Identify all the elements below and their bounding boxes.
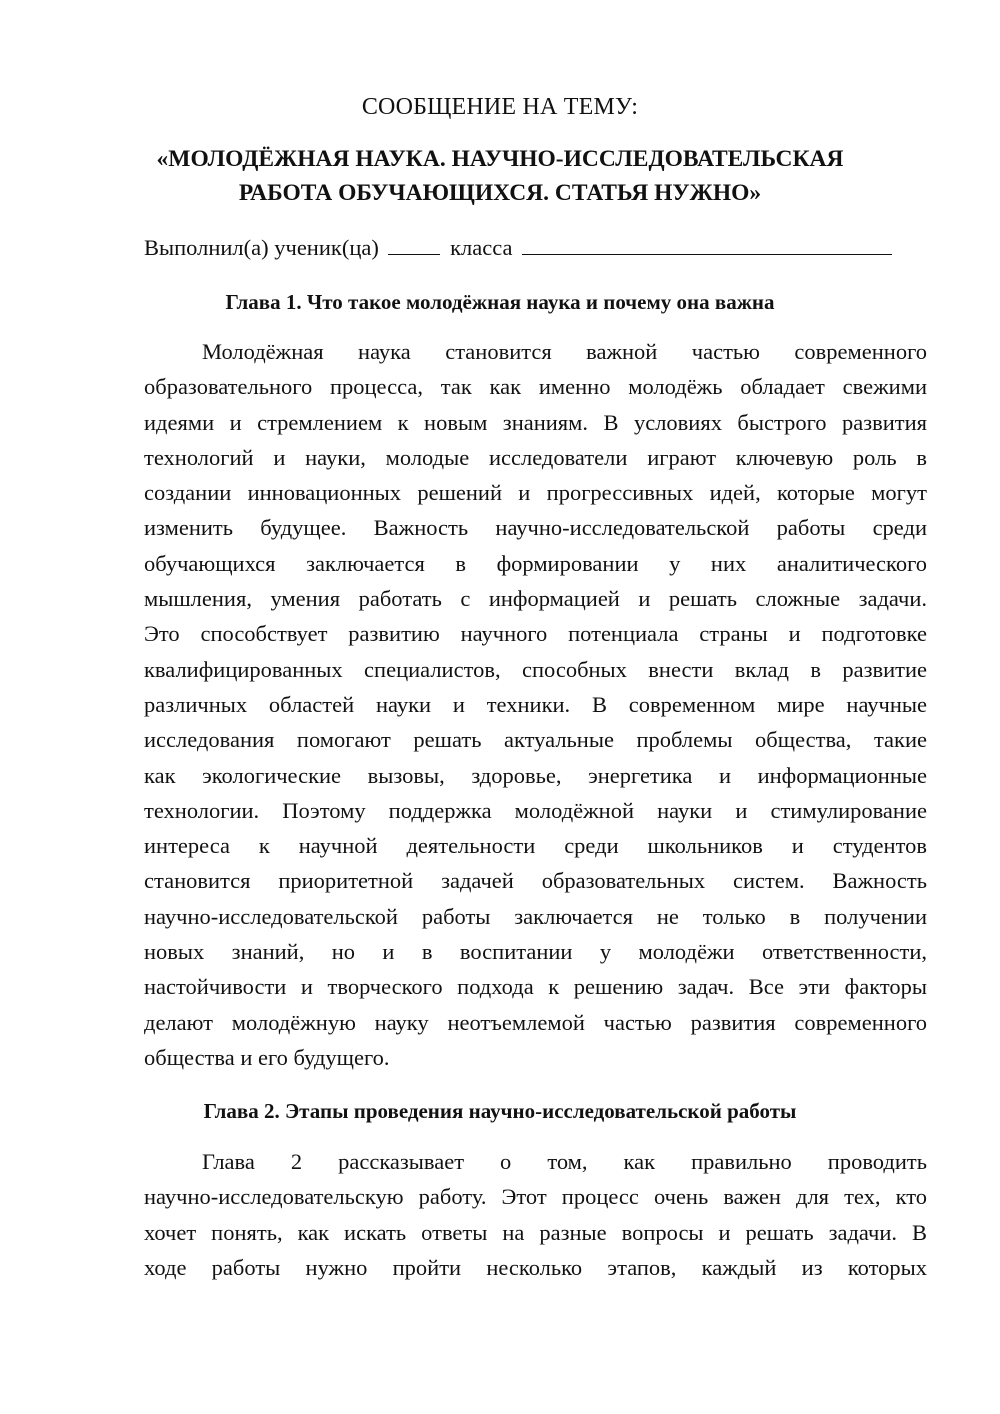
chapter-2-heading: Глава 2. Этапы проведения научно-исследовательской работы <box>203 1099 797 1123</box>
paragraph-line: интереса к научной деятельности среди школьников и студентов <box>144 833 927 859</box>
paragraph-line: новых знаний, но и в воспитании у молодёжи ответственности, <box>144 939 927 965</box>
paragraph-line: обучающихся заключается в формировании у них аналитического <box>144 550 927 576</box>
paragraph-line: различных областей науки и техники. В современном мире научные <box>144 691 927 717</box>
paragraph-line: изменить будущее. Важность научно-исследовательской работы среди <box>144 515 927 541</box>
paragraph-line: технологий и науки, молодые исследователи играют ключевую роль в <box>144 444 927 470</box>
name-blank[interactable] <box>522 234 892 255</box>
paragraph-line: образовательного процесса, так как именно молодёжь обладает свежими <box>144 374 927 400</box>
paragraph-line: Это способствует развитию научного потенциала страны и подготовке <box>144 621 927 647</box>
paragraph-line: идеями и стремлением к новым знаниям. В условиях быстрого развития <box>144 409 927 435</box>
paragraph-line: Глава 2 рассказывает о том, как правильно проводить <box>202 1149 927 1174</box>
performer-label: Выполнил(а) ученик(ца) <box>144 235 379 260</box>
paragraph-line: настойчивости и творческого подхода к решению задач. Все эти факторы <box>144 974 927 1000</box>
paragraph-line: хочет понять, как искать ответы на разные вопросы и решать задачи. В <box>144 1219 927 1245</box>
paragraph-line: научно-исследовательскую работу. Этот процесс очень важен для тех, кто <box>144 1184 927 1210</box>
paragraph-line: мышления, умения работать с информацией и решать сложные задачи. <box>144 586 927 612</box>
paragraph-line: создании инновационных решений и прогрессивных идей, которые могут <box>144 480 927 506</box>
document-title-line-2: РАБОТА ОБУЧАЮЩИХСЯ. СТАТЬЯ НУЖНО» <box>238 180 762 206</box>
performer-line <box>144 234 892 261</box>
chapter-1-heading: Глава 1. Что такое молодёжная наука и почему она важна <box>225 290 775 314</box>
paragraph-line: квалифицированных специалистов, способных внести вклад в развитие <box>144 656 927 682</box>
chapter-1-paragraph <box>144 334 927 1075</box>
paragraph-line: исследования помогают решать актуальные проблемы общества, такие <box>144 727 927 753</box>
paragraph-line: становится приоритетной задачей образовательных систем. Важность <box>144 868 927 894</box>
paragraph-line: научно-исследовательской работы заключается не только в получении <box>144 903 927 929</box>
paragraph-line: делают молодёжную науку неотъемлемой частью развития современного <box>144 1009 927 1035</box>
paragraph-line: ходе работы нужно пройти несколько этапов, каждый из которых <box>144 1254 927 1280</box>
class-blank[interactable] <box>388 234 440 255</box>
document-title-line-1: «МОЛОДЁЖНАЯ НАУКА. НАУЧНО-ИССЛЕДОВАТЕЛЬСКАЯ <box>156 146 844 172</box>
paragraph-line: технологии. Поэтому поддержка молодёжной науки и стимулирование <box>144 797 927 823</box>
chapter-2-paragraph <box>144 1144 927 1285</box>
paragraph-line: общества и его будущего. <box>144 1044 390 1070</box>
paragraph-line: Молодёжная наука становится важной частью современного <box>202 339 927 364</box>
document-topic: СООБЩЕНИЕ НА ТЕМУ: <box>361 94 639 120</box>
paragraph-line: как экологические вызовы, здоровье, энергетика и информационные <box>144 762 927 788</box>
class-label: класса <box>450 235 513 260</box>
